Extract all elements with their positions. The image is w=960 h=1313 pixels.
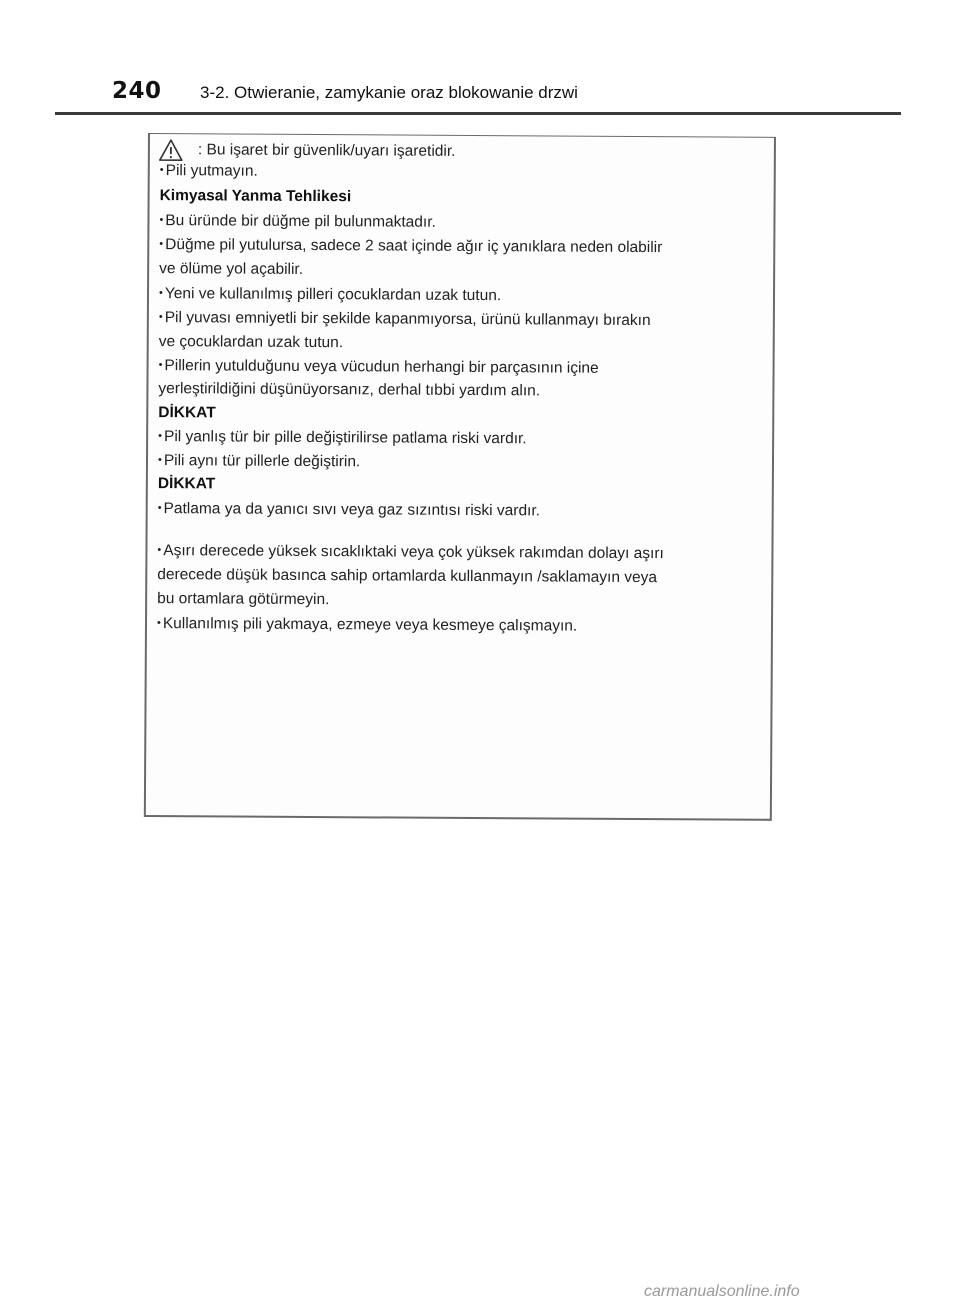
- line-swallowed-burns: • Düğme pil yutulursa, sadece 2 saat içinde ağır iç yanıklara neden olabilir: [159, 236, 662, 257]
- line-compartment: • Pil yuvası emniyetli bir şekilde kapanmıyorsa, ürünü kullanmayı bırakın: [159, 309, 651, 330]
- line-swallowed-burns-cont: ve ölüme yol açabilir.: [159, 260, 304, 278]
- line-medical-cont: yerleştirildiğini düşünüyorsanız, derhal tıbbi yardım alın.: [158, 380, 541, 400]
- line-medical: • Pillerin yutulduğunu veya vücudun herhangi bir parçasının içine: [159, 357, 599, 378]
- line-explosion: • Patlama ya da yanıcı sıvı veya gaz sızıntısı riski vardır.: [158, 500, 540, 520]
- battery-warning-box: [144, 133, 776, 821]
- line-compartment-cont: ve çocuklardan uzak tutun.: [158, 333, 344, 352]
- line-same-type: • Pili aynı tür pillerle değiştirin.: [158, 452, 360, 471]
- warning-triangle-icon: [158, 138, 184, 162]
- page-number: 240: [112, 78, 162, 104]
- heading-caution-1: DİKKAT: [158, 404, 216, 422]
- heading-chemical-burn: Kimyasal Yanma Tehlikesi: [159, 187, 352, 206]
- line-dispose: • Kullanılmış pili yakmaya, ezmeye veya kesmeye çalışmayın.: [157, 615, 577, 636]
- header-divider: [55, 112, 901, 115]
- line-keep-away: • Yeni ve kullanılmış pilleri çocuklardan uzak tutun.: [159, 285, 501, 305]
- line-swallow: • Pili yutmayın.: [160, 162, 258, 181]
- heading-caution-2: DİKKAT: [157, 475, 216, 493]
- line-wrong-type: • Pil yanlış tür bir pille değiştirilirse patlama riski vardır.: [158, 428, 527, 448]
- watermark-text: carmanualsonline.info: [644, 1283, 800, 1300]
- line-temperature-cont: derecede düşük basınca sahip ortamlarda kullanmayın /saklamayın veya: [157, 566, 658, 587]
- warning-symbol-text: : Bu işaret bir güvenlik/uyarı işaretidir.: [197, 141, 456, 160]
- line-temperature-cont-2: bu ortamlara götürmeyin.: [157, 590, 330, 609]
- section-title: 3-2. Otwieranie, zamykanie oraz blokowanie drzwi: [200, 83, 578, 102]
- line-contains-button-cell: • Bu üründe bir düğme pil bulunmaktadır.: [159, 212, 436, 232]
- page-header: [0, 0, 960, 120]
- line-temperature: • Aşırı derecede yüksek sıcaklıktaki veya çok yüksek rakımdan dolayı aşırı: [157, 542, 663, 563]
